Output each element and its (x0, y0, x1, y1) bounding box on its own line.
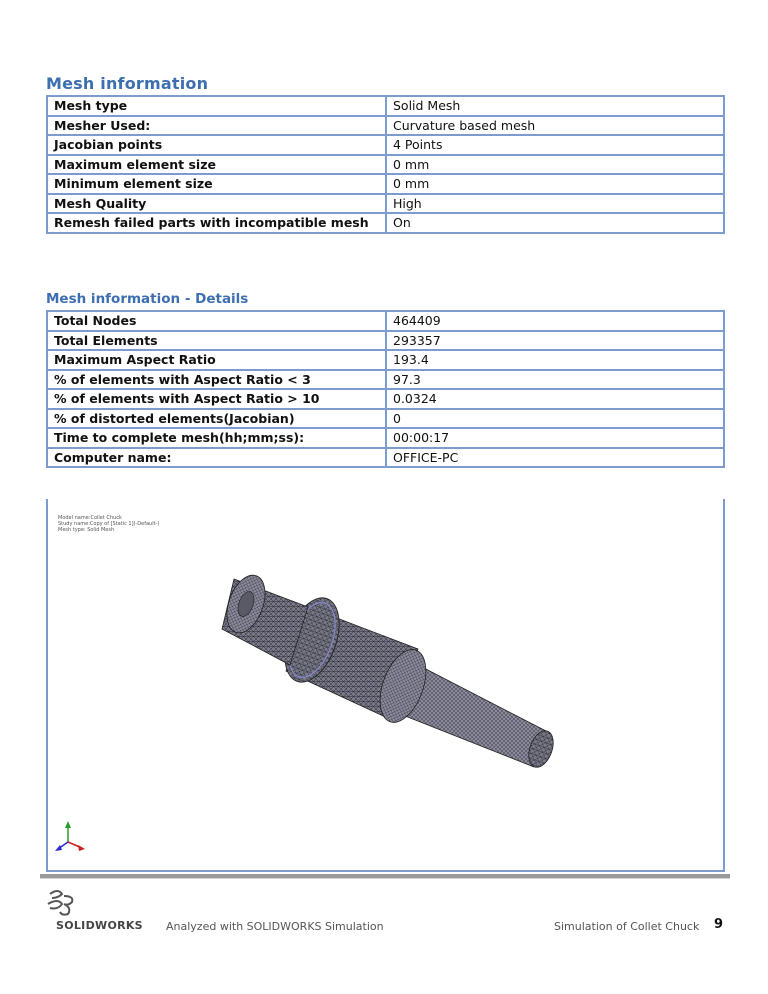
row-label: Minimum element size (47, 174, 386, 194)
study-name-text: Study name:Copy of [Static 1](-Default-) (58, 521, 160, 527)
mesh-type-text: Mesh type: Solid Mesh (58, 527, 115, 533)
table-row (47, 409, 724, 429)
footer-doc-title: Simulation of Collet Chuck (554, 920, 700, 933)
table-row (47, 428, 724, 448)
row-value: Curvature based mesh (386, 116, 724, 136)
row-label: Time to complete mesh(hh;mm;ss): (47, 428, 386, 448)
row-label: Total Nodes (47, 311, 386, 331)
model-name-text: Model name:Collet Chuck (58, 515, 122, 521)
mesh-info-heading: Mesh information (46, 74, 209, 93)
row-value: 00:00:17 (386, 428, 724, 448)
table-row (47, 194, 724, 214)
row-value: 464409 (386, 311, 724, 331)
footer-analyzed-text: Analyzed with SOLIDWORKS Simulation (166, 920, 384, 933)
row-value: 97.3 (386, 370, 724, 390)
row-label: Mesh Quality (47, 194, 386, 214)
row-value: OFFICE-PC (386, 448, 724, 468)
footer-brand: SOLIDWORKS (56, 919, 143, 932)
table-row (47, 174, 724, 194)
table-row (47, 213, 724, 233)
footer-divider-shadow (40, 878, 730, 879)
row-value: 193.4 (386, 350, 724, 370)
row-value: 0 mm (386, 174, 724, 194)
row-value: 0.0324 (386, 389, 724, 409)
table-row (47, 155, 724, 175)
row-label: Jacobian points (47, 135, 386, 155)
table-row (47, 96, 724, 116)
mesh-info-table (46, 95, 725, 234)
table-row (47, 448, 724, 468)
mesh-image-panel (46, 499, 725, 872)
axis-triad-icon (55, 821, 85, 851)
row-value: 293357 (386, 331, 724, 351)
table-row (47, 311, 724, 331)
row-value: On (386, 213, 724, 233)
row-label: % of elements with Aspect Ratio < 3 (47, 370, 386, 390)
row-value: Solid Mesh (386, 96, 724, 116)
row-label: Maximum element size (47, 155, 386, 175)
collet-chuck-mesh-image (46, 499, 725, 872)
row-label: Computer name: (47, 448, 386, 468)
row-value: 4 Points (386, 135, 724, 155)
page-number: 9 (714, 917, 724, 932)
solidworks-ds-logo-icon (46, 888, 80, 918)
table-row (47, 331, 724, 351)
mesh-details-table (46, 310, 725, 468)
row-label: % of elements with Aspect Ratio > 10 (47, 389, 386, 409)
row-label: Remesh failed parts with incompatible mesh (47, 213, 386, 233)
table-row (47, 350, 724, 370)
row-label: Maximum Aspect Ratio (47, 350, 386, 370)
row-label: Mesher Used: (47, 116, 386, 136)
row-value: 0 (386, 409, 724, 429)
table-row (47, 370, 724, 390)
row-value: High (386, 194, 724, 214)
table-row (47, 389, 724, 409)
table-row (47, 135, 724, 155)
row-label: Mesh type (47, 96, 386, 116)
row-value: 0 mm (386, 155, 724, 175)
mesh-details-heading: Mesh information - Details (46, 291, 249, 307)
table-row (47, 116, 724, 136)
row-label: Total Elements (47, 331, 386, 351)
row-label: % of distorted elements(Jacobian) (47, 409, 386, 429)
